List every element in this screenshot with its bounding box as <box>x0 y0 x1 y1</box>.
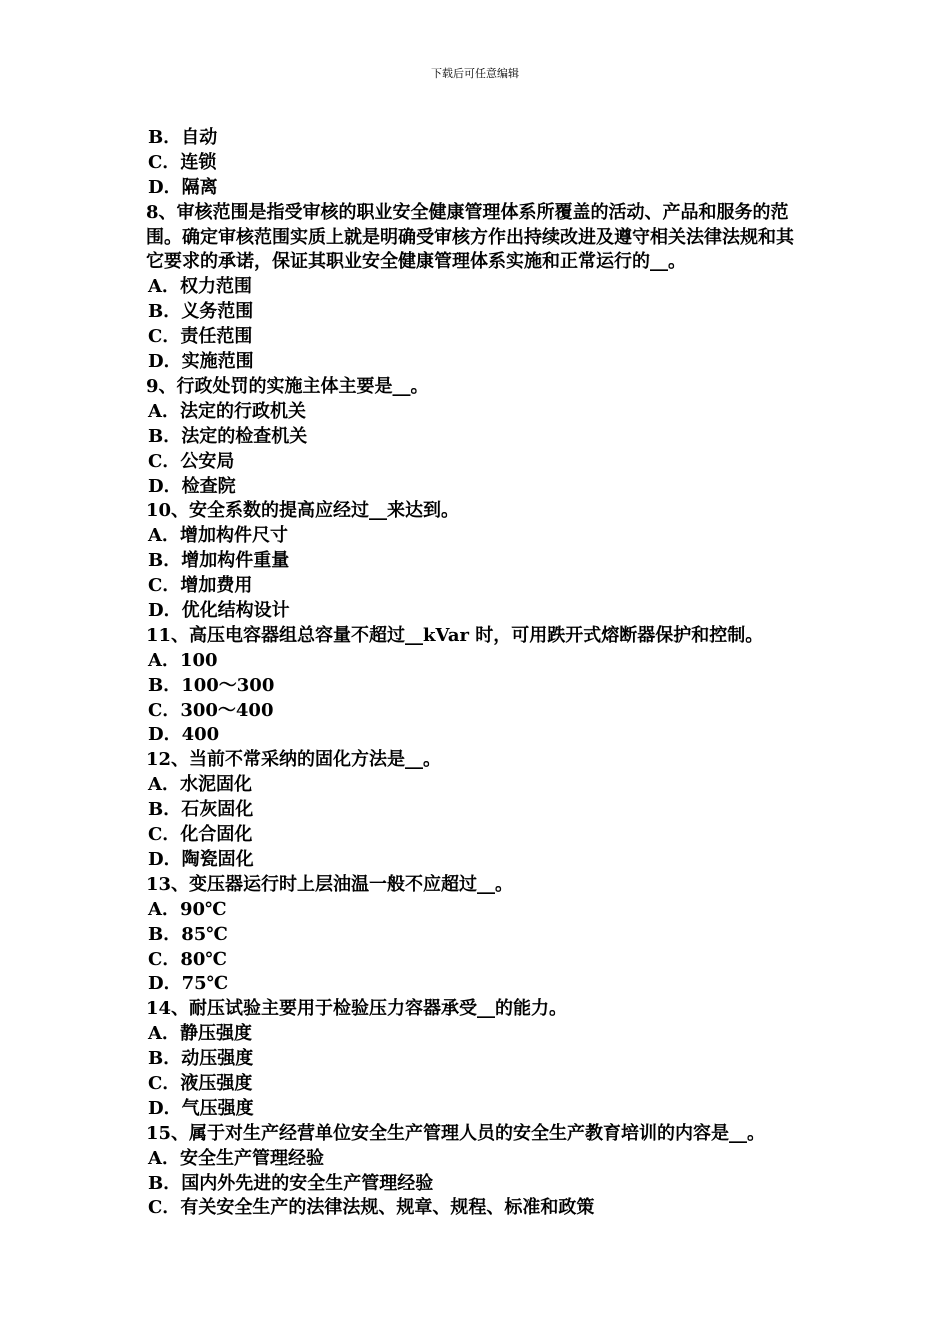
answer-option: D．气压强度 <box>148 1097 254 1119</box>
answer-option: C．300～400 <box>148 699 274 721</box>
answer-option: D．隔离 <box>148 176 218 198</box>
answer-option: A．法定的行政机关 <box>148 400 306 422</box>
answer-option: D．优化结构设计 <box>148 600 290 621</box>
answer-option: B．85℃ <box>148 923 228 945</box>
question-text: 12、当前不常采纳的固化方法是__。 <box>146 749 442 771</box>
answer-option: C．液压强度 <box>148 1072 253 1094</box>
answer-option: A．水泥固化 <box>148 774 252 796</box>
answer-option: A．增加构件尺寸 <box>148 525 288 547</box>
answer-option: A．100 <box>148 649 218 671</box>
answer-option: C．连锁 <box>148 151 217 173</box>
answer-option: A．权力范围 <box>148 276 252 298</box>
answer-option: A．安全生产管理经验 <box>148 1147 324 1169</box>
question-text: 8、审核范围是指受审核的职业安全健康管理体系所覆盖的活动、产品和服务的范围。确定审核范围实质上就是明确受审核方作出持续改进及遵守相关法律法规和其它要求的承诺，保证其职业安全健康管理体系实施和正常运行的__。 <box>146 201 794 273</box>
answer-option: C．责任范围 <box>148 326 253 348</box>
question-text: 15、属于对生产经营单位安全生产管理人员的安全生产教育培训的内容是__。 <box>146 1122 766 1144</box>
answer-option: D．检查院 <box>148 475 236 497</box>
answer-option: D．75℃ <box>148 973 229 995</box>
answer-option: B．增加构件重量 <box>148 550 290 572</box>
question-text: 10、安全系数的提高应经过__来达到。 <box>146 500 460 522</box>
answer-option: A．静压强度 <box>148 1023 252 1045</box>
question-text: 13、变压器运行时上层油温一般不应超过__。 <box>146 873 514 895</box>
answer-option: B．义务范围 <box>148 301 254 323</box>
answer-option: A．90℃ <box>148 898 227 920</box>
answer-option: C．增加费用 <box>148 575 253 597</box>
answer-option: C．公安局 <box>148 450 235 472</box>
page-header: 下载后可任意编辑 <box>431 67 519 80</box>
question-text: 14、耐压试验主要用于检验压力容器承受__的能力。 <box>146 998 568 1020</box>
question-text: 9、行政处罚的实施主体主要是__。 <box>146 375 429 397</box>
answer-option: B．动压强度 <box>148 1048 254 1070</box>
answer-option: B．100～300 <box>148 674 275 696</box>
answer-option: B．法定的检查机关 <box>148 425 308 447</box>
answer-option: B．国内外先进的安全生产管理经验 <box>148 1172 434 1194</box>
answer-option: B．自动 <box>148 127 218 148</box>
answer-option: C．化合固化 <box>148 824 253 846</box>
answer-option: C．有关安全生产的法律法规、规章、规程、标准和政策 <box>148 1197 595 1219</box>
answer-option: D．陶瓷固化 <box>148 848 254 870</box>
answer-option: D．实施范围 <box>148 351 254 373</box>
answer-option: B．石灰固化 <box>148 799 254 821</box>
question-text: 11、高压电容器组总容量不超过__kVar 时，可用跌开式熔断器保护和控制。 <box>146 624 764 646</box>
answer-option: C．80℃ <box>148 948 227 970</box>
document-body <box>146 126 811 1221</box>
answer-option: D．400 <box>148 724 220 746</box>
